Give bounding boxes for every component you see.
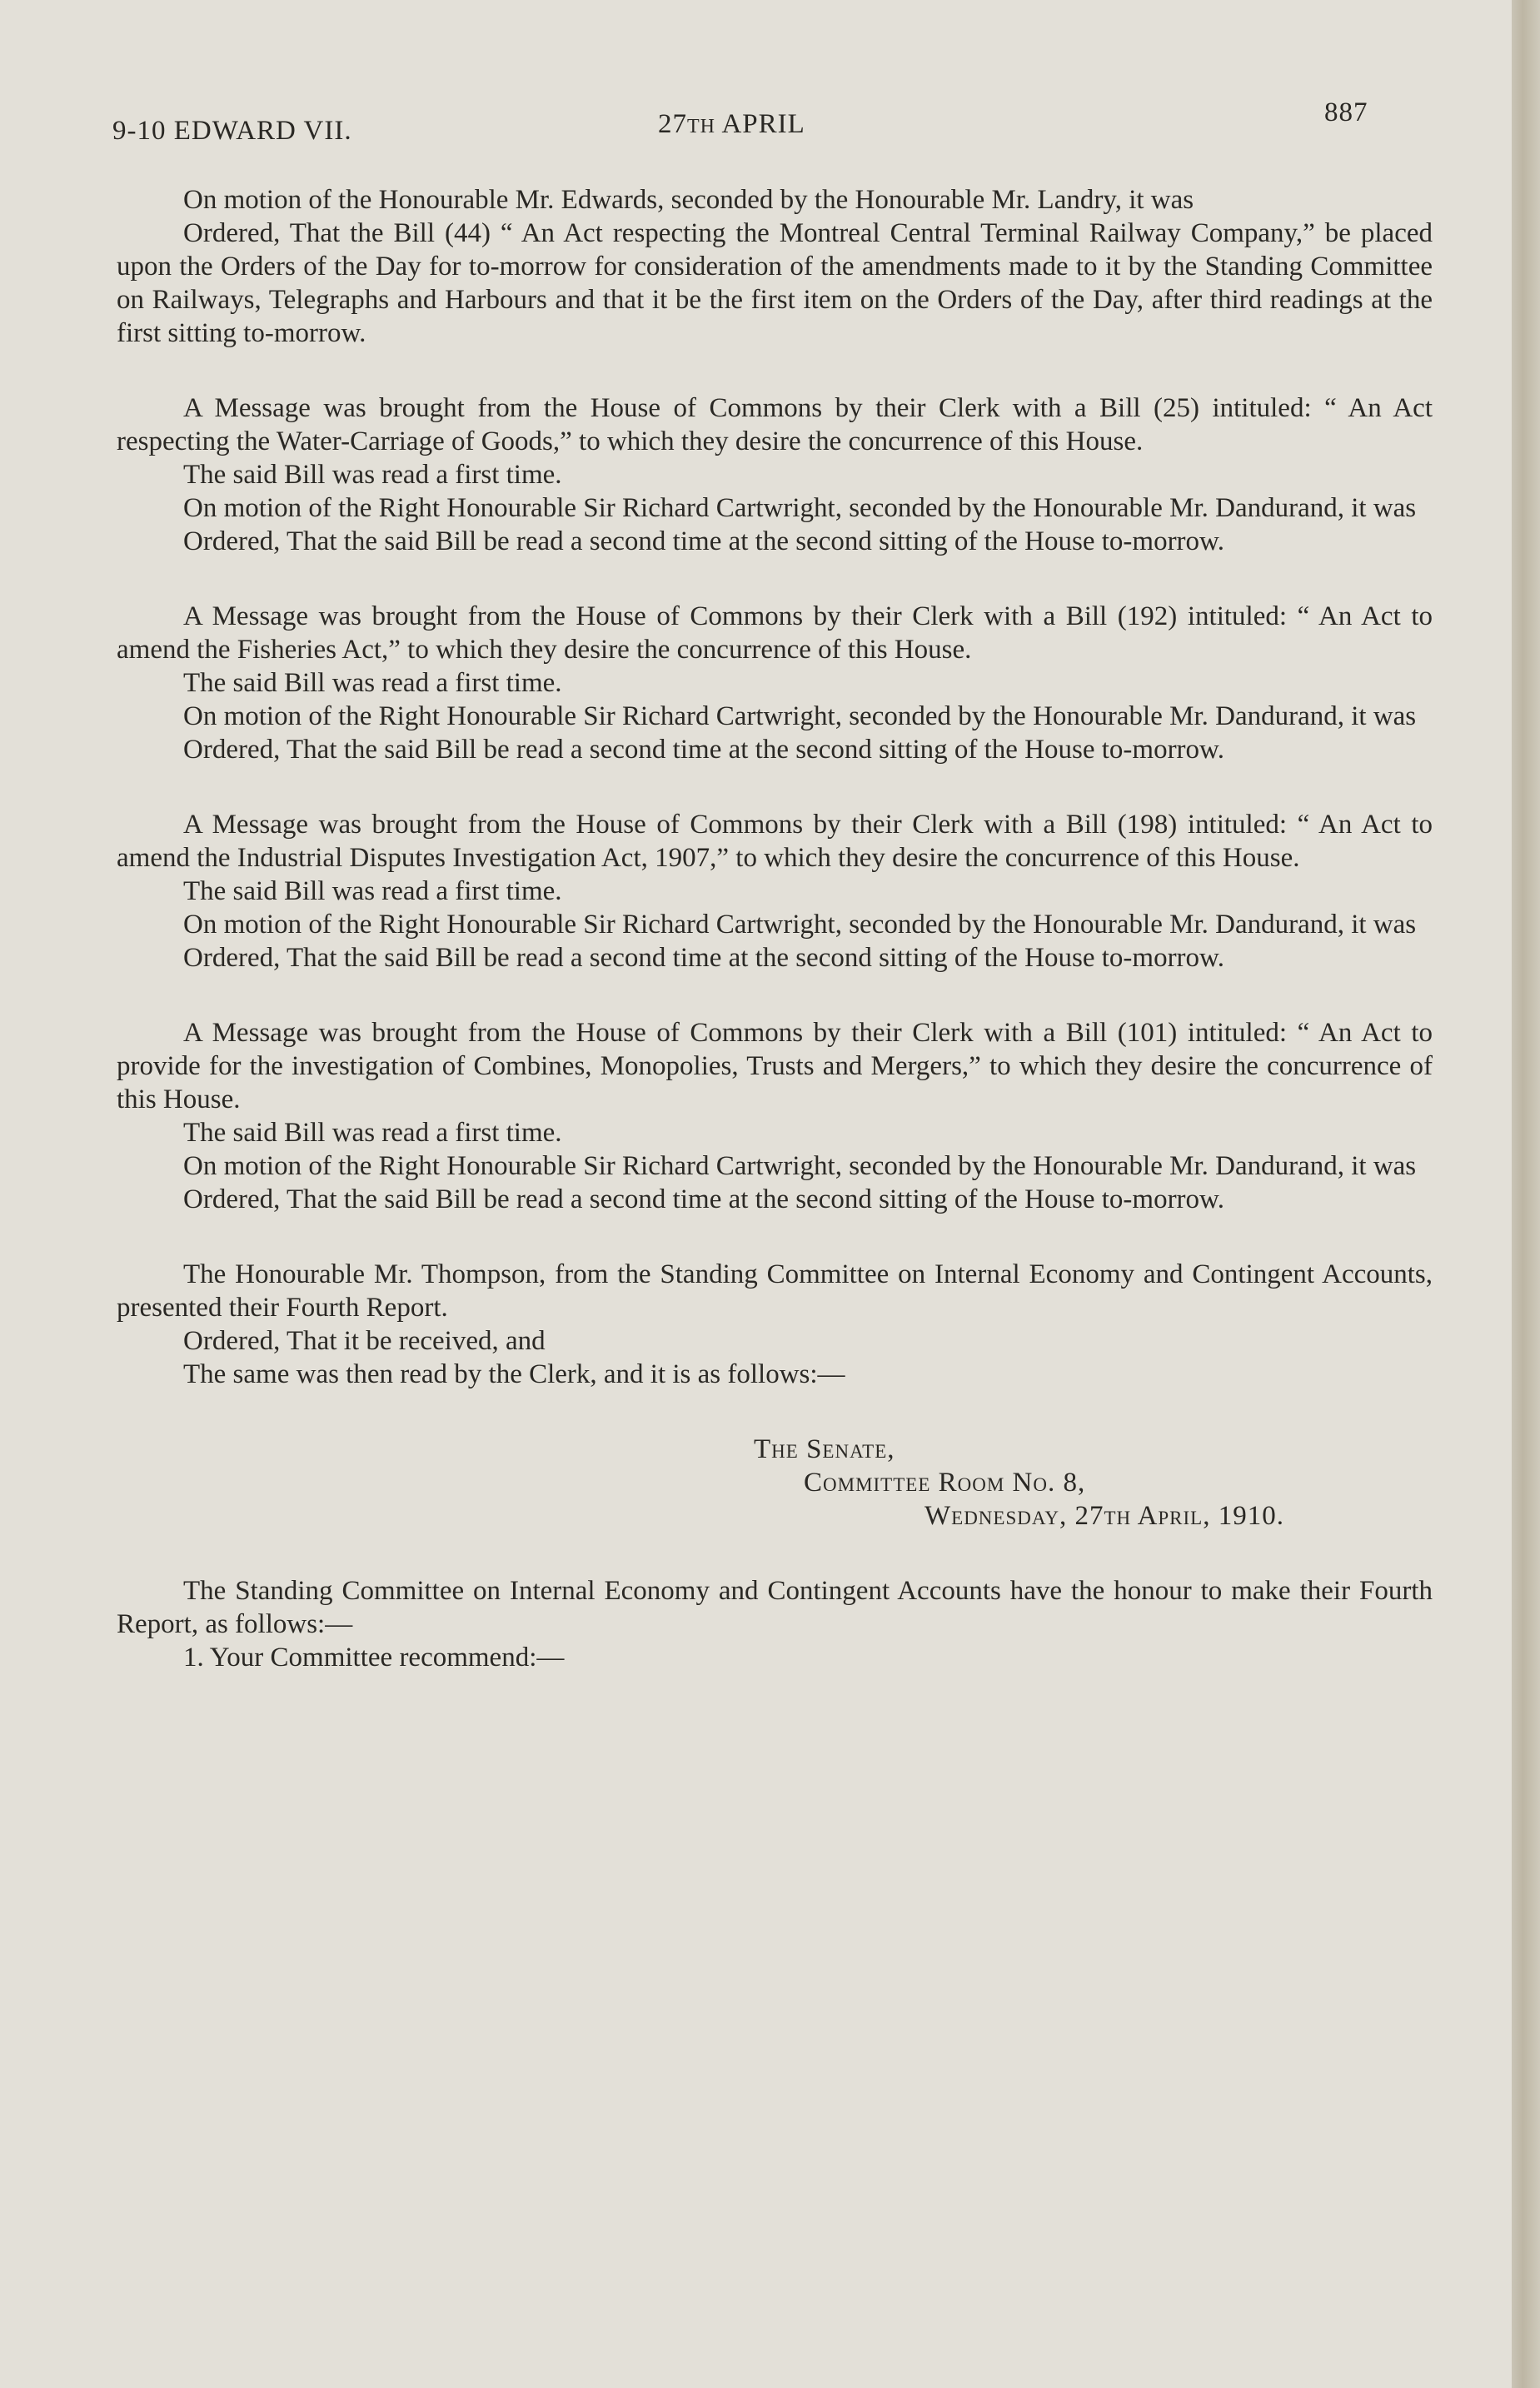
- paragraph-line: A Message was brought from the House of Commons by their Clerk with a Bill (198) intituled: “ An Act to amend the Industrial Disputes Investigation Act, 1907,” to which they desire the concurrence of this House.: [117, 810, 1433, 873]
- book-spine-edge: [1512, 0, 1540, 2388]
- date-day: 27: [658, 109, 687, 139]
- paragraph-line: A Message was brought from the House of Commons by their Clerk with a Bill (25) intituled: “ An Act respecting the Water-Carriage of Goods,” to which they desire the concurrence of this House.: [117, 393, 1433, 456]
- committee-room: Committee Room No. 8,: [804, 1468, 1086, 1498]
- paragraph-line: Ordered, That the Bill (44) “ An Act respecting the Montreal Central Terminal Railway Company,” be placed upon the Orders of the Day for to-morrow for consideration of the amendments made to it by the Standing Committee on Railways, Telegraphs and Harbours and that it be the first item on the Orders of the Day, after third readings at the first sitting to-morrow.: [117, 218, 1433, 348]
- report-text: [117, 1574, 1433, 1674]
- header-date: [658, 109, 805, 140]
- paragraph-line: Ordered, That the said Bill be read a second time at the second sitting of the House to-morrow.: [183, 526, 1224, 556]
- paragraph-line: On motion of the Right Honourable Sir Richard Cartwright, seconded by the Honourable Mr. Dandurand, it was: [183, 1151, 1417, 1181]
- report-intro: The Standing Committee on Internal Economy and Contingent Accounts have the honour to make their Fourth Report, as follows:—: [117, 1576, 1433, 1639]
- date-month: APRIL: [721, 109, 805, 139]
- running-header: [0, 97, 1512, 154]
- paragraph-line: A Message was brought from the House of Commons by their Clerk with a Bill (101) intituled: “ An Act to provide for the investigation of Combines, Monopolies, Trusts and Mergers,” to which they desire the concurrence of this House.: [117, 1018, 1433, 1114]
- paragraph-thompson-report: [117, 1258, 1433, 1391]
- paragraph-line: The said Bill was read a first time.: [183, 668, 562, 698]
- report-heading: [117, 1433, 1433, 1533]
- paragraph-bill-101: [117, 1016, 1433, 1216]
- paragraph-line: The said Bill was read a first time.: [183, 876, 562, 906]
- paragraph-line: On motion of the Right Honourable Sir Richard Cartwright, seconded by the Honourable Mr. Dandurand, it was: [183, 493, 1417, 523]
- date-suffix: TH: [687, 116, 715, 137]
- paragraph-bill-25: [117, 391, 1433, 558]
- paragraph-line: The said Bill was read a first time.: [183, 460, 562, 490]
- report-item-1: 1. Your Committee recommend:—: [183, 1643, 565, 1673]
- page-number: 887: [1324, 97, 1368, 127]
- paragraph-line: The same was then read by the Clerk, and it is as follows:—: [183, 1359, 845, 1389]
- paragraph-line: The said Bill was read a first time.: [183, 1118, 562, 1148]
- senate-heading: The Senate,: [754, 1434, 895, 1464]
- paragraph-line: The Honourable Mr. Thompson, from the Standing Committee on Internal Economy and Contingent Accounts, presented their Fourth Report.: [117, 1259, 1433, 1323]
- paragraph-bill-192: [117, 600, 1433, 766]
- paragraph-line: A Message was brought from the House of Commons by their Clerk with a Bill (192) intituled: “ An Act to amend the Fisheries Act,” to which they desire the concurrence of this House.: [117, 601, 1433, 665]
- paragraph-line: On motion of the Right Honourable Sir Richard Cartwright, seconded by the Honourable Mr. Dandurand, it was: [183, 910, 1417, 940]
- session-title: 9-10 EDWARD VII.: [112, 116, 352, 146]
- paragraph-line: Ordered, That the said Bill be read a second time at the second sitting of the House to-morrow.: [183, 1184, 1224, 1214]
- paragraph-bill-198: [117, 808, 1433, 975]
- paragraph-line: On motion of the Honourable Mr. Edwards, seconded by the Honourable Mr. Landry, it was: [183, 185, 1194, 215]
- paragraph-edwards-motion: [117, 183, 1433, 350]
- paragraph-line: Ordered, That the said Bill be read a second time at the second sitting of the House to-morrow.: [183, 735, 1224, 765]
- paragraph-line: Ordered, That the said Bill be read a second time at the second sitting of the House to-morrow.: [183, 943, 1224, 973]
- journal-body: [117, 183, 1433, 1716]
- paragraph-line: On motion of the Right Honourable Sir Richard Cartwright, seconded by the Honourable Mr. Dandurand, it was: [183, 701, 1417, 731]
- paragraph-line: Ordered, That it be received, and: [183, 1326, 546, 1356]
- report-date: Wednesday, 27th April, 1910.: [924, 1501, 1284, 1531]
